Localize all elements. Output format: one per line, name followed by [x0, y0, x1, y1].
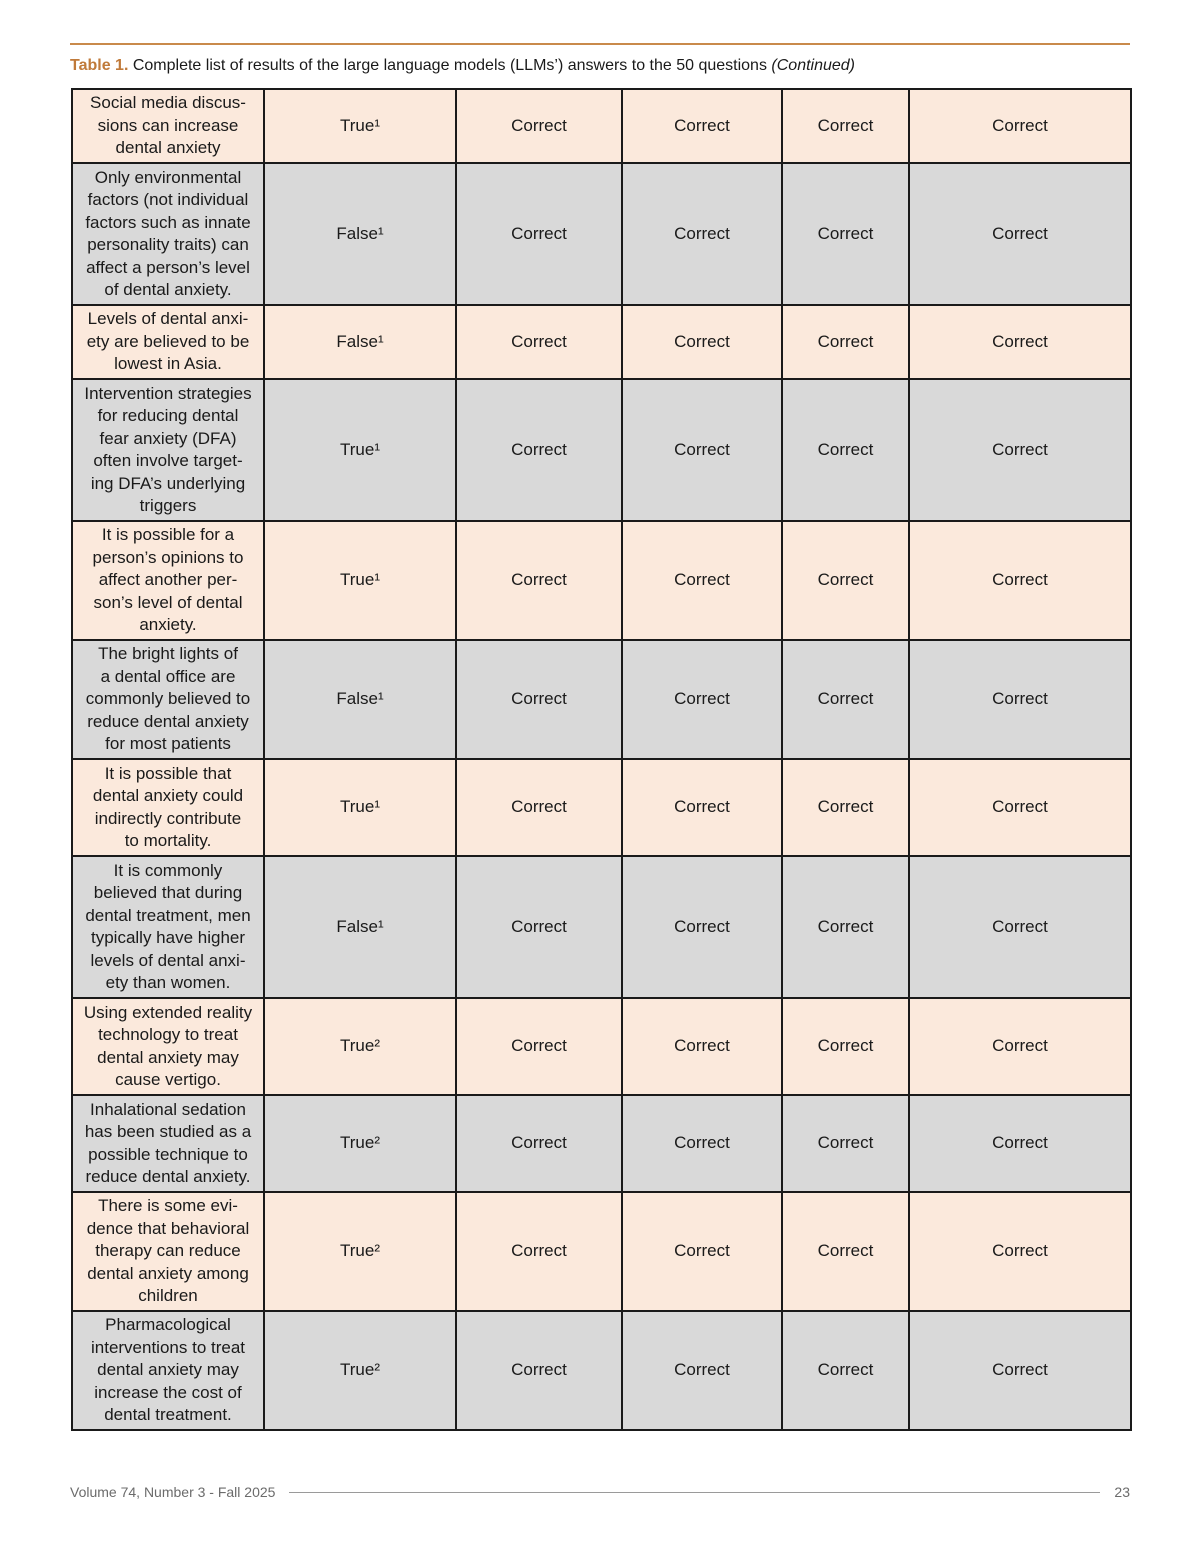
result-cell: Correct — [622, 640, 782, 759]
result-cell: Correct — [782, 1311, 909, 1430]
results-table — [71, 88, 1132, 1431]
result-cell: Correct — [456, 521, 622, 640]
table-row — [72, 89, 1131, 163]
result-cell: Correct — [622, 1311, 782, 1430]
question-cell: There is some evi- dence that behavioral therapy can reduce dental anxiety among children — [72, 1192, 264, 1311]
result-cell: Correct — [782, 89, 909, 163]
answer-cell: False¹ — [264, 640, 456, 759]
result-cell: Correct — [456, 640, 622, 759]
result-cell: Correct — [622, 521, 782, 640]
question-cell: Pharmacological interventions to treat dental anxiety may increase the cost of dental treatment. — [72, 1311, 264, 1430]
result-cell: Correct — [782, 640, 909, 759]
result-cell: Correct — [782, 1192, 909, 1311]
result-cell: Correct — [909, 163, 1131, 305]
table-row — [72, 379, 1131, 521]
table-row — [72, 305, 1131, 379]
table-row — [72, 1192, 1131, 1311]
result-cell: Correct — [782, 163, 909, 305]
table-row — [72, 1311, 1131, 1430]
footer-rule — [289, 1492, 1100, 1493]
result-cell: Correct — [622, 856, 782, 998]
result-cell: Correct — [622, 1192, 782, 1311]
result-cell: Correct — [456, 1192, 622, 1311]
result-cell: Correct — [909, 521, 1131, 640]
table-row — [72, 998, 1131, 1095]
answer-cell: True² — [264, 998, 456, 1095]
table-row — [72, 521, 1131, 640]
result-cell: Correct — [622, 305, 782, 379]
result-cell: Correct — [456, 1311, 622, 1430]
result-cell: Correct — [456, 759, 622, 856]
result-cell: Correct — [909, 759, 1131, 856]
result-cell: Correct — [909, 1311, 1131, 1430]
question-cell: It is possible for a person’s opinions to affect another per- son’s level of dental anxiety. — [72, 521, 264, 640]
page-footer — [70, 1481, 1130, 1503]
result-cell: Correct — [782, 1095, 909, 1192]
result-cell: Correct — [909, 305, 1131, 379]
result-cell: Correct — [782, 998, 909, 1095]
caption-text: Complete list of results of the large language models (LLMs’) answers to the 50 questions — [132, 57, 767, 74]
table-body — [72, 89, 1131, 1430]
question-cell: The bright lights of a dental office are commonly believed to reduce dental anxiety for most patients — [72, 640, 264, 759]
result-cell: Correct — [622, 1095, 782, 1192]
result-cell: Correct — [909, 1192, 1131, 1311]
answer-cell: True¹ — [264, 759, 456, 856]
result-cell: Correct — [456, 305, 622, 379]
result-cell: Correct — [456, 163, 622, 305]
answer-cell: True² — [264, 1311, 456, 1430]
top-rule — [70, 43, 1130, 45]
result-cell: Correct — [782, 305, 909, 379]
result-cell: Correct — [909, 379, 1131, 521]
journal-info: Volume 74, Number 3 - Fall 2025 — [70, 1484, 276, 1500]
result-cell: Correct — [456, 89, 622, 163]
result-cell: Correct — [622, 759, 782, 856]
answer-cell: False¹ — [264, 305, 456, 379]
result-cell: Correct — [909, 998, 1131, 1095]
answer-cell: True¹ — [264, 379, 456, 521]
answer-cell: True² — [264, 1192, 456, 1311]
answer-cell: True¹ — [264, 89, 456, 163]
table-row — [72, 856, 1131, 998]
result-cell: Correct — [456, 856, 622, 998]
table-label: Table 1. — [70, 57, 129, 74]
question-cell: Using extended reality technology to treat dental anxiety may cause vertigo. — [72, 998, 264, 1095]
question-cell: Inhalational sedation has been studied as a possible technique to reduce dental anxiety. — [72, 1095, 264, 1192]
result-cell: Correct — [782, 856, 909, 998]
result-cell: Correct — [456, 1095, 622, 1192]
result-cell: Correct — [622, 163, 782, 305]
answer-cell: True² — [264, 1095, 456, 1192]
table-row — [72, 163, 1131, 305]
result-cell: Correct — [909, 89, 1131, 163]
question-cell: Only environmental factors (not individual factors such as innate personality traits) can affect a person’s level of dental anxiety. — [72, 163, 264, 305]
answer-cell: True¹ — [264, 521, 456, 640]
result-cell: Correct — [909, 1095, 1131, 1192]
result-cell: Correct — [782, 759, 909, 856]
result-cell: Correct — [622, 998, 782, 1095]
result-cell: Correct — [456, 998, 622, 1095]
result-cell: Correct — [456, 379, 622, 521]
result-cell: Correct — [782, 379, 909, 521]
table-caption — [70, 55, 1130, 77]
result-cell: Correct — [909, 856, 1131, 998]
question-cell: Levels of dental anxi- ety are believed to be lowest in Asia. — [72, 305, 264, 379]
caption-continued: (Continued) — [771, 57, 856, 74]
result-cell: Correct — [909, 640, 1131, 759]
table-row — [72, 759, 1131, 856]
question-cell: Intervention strategies for reducing dental fear anxiety (DFA) often involve target- ing DFA’s underlying triggers — [72, 379, 264, 521]
answer-cell: False¹ — [264, 856, 456, 998]
question-cell: It is possible that dental anxiety could indirectly contribute to mortality. — [72, 759, 264, 856]
page-number: 23 — [1114, 1484, 1130, 1500]
question-cell: It is commonly believed that during dental treatment, men typically have higher levels of dental anxi- ety than women. — [72, 856, 264, 998]
table-row — [72, 640, 1131, 759]
answer-cell: False¹ — [264, 163, 456, 305]
result-cell: Correct — [782, 521, 909, 640]
result-cell: Correct — [622, 379, 782, 521]
question-cell: Social media discus- sions can increase dental anxiety — [72, 89, 264, 163]
table-row — [72, 1095, 1131, 1192]
result-cell: Correct — [622, 89, 782, 163]
